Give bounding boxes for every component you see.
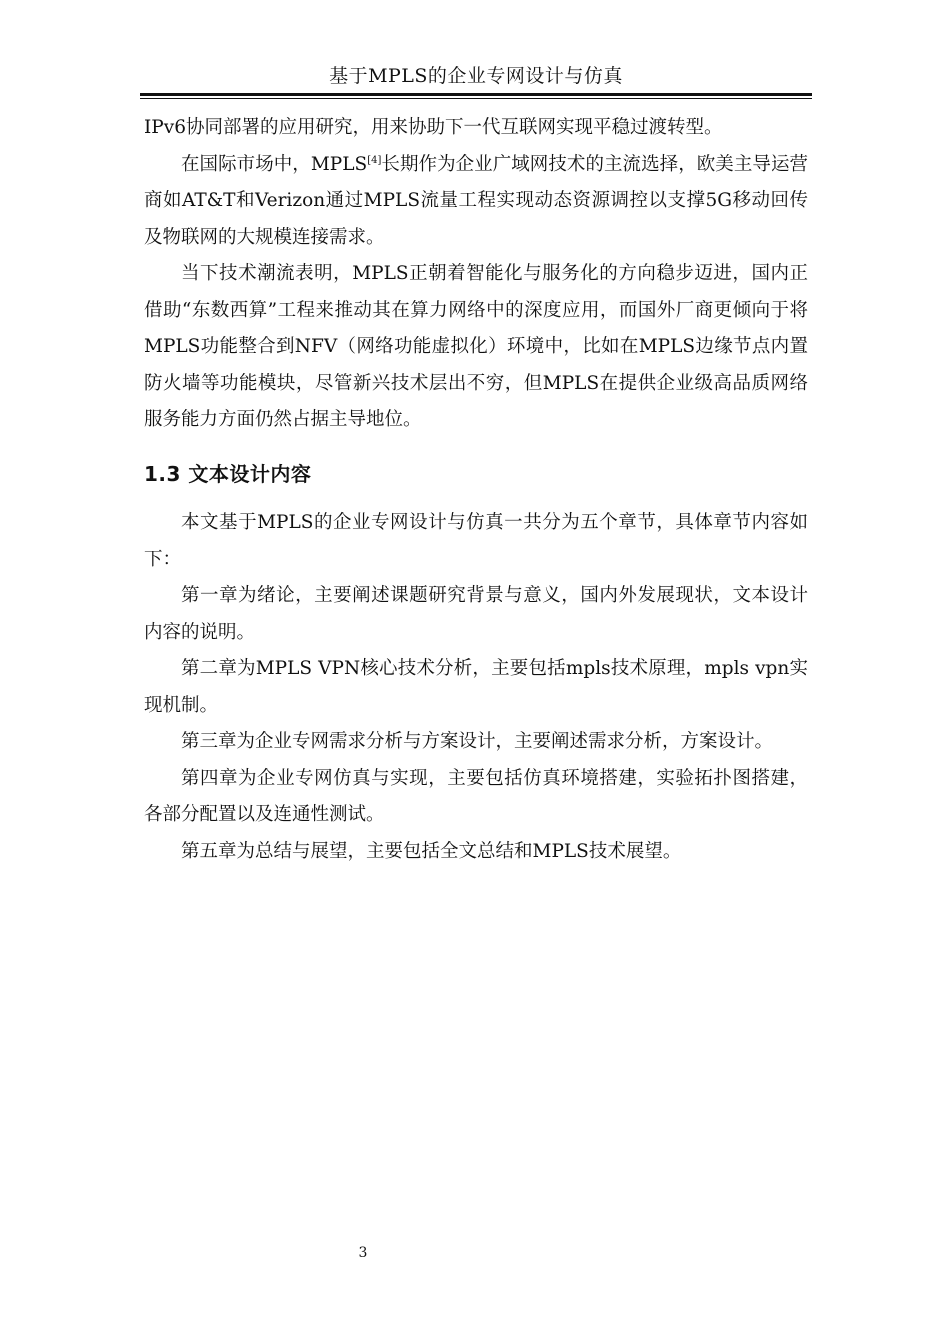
intro-paragraph-international xyxy=(144,147,808,257)
section-paragraph-chapter-4: 第四章为企业专网仿真与实现，主要包括仿真环境搭建，实验拓扑图搭建，各部分配置以及连通性测试。 xyxy=(144,767,808,825)
running-header-title: 基于MPLS的企业专网设计与仿真 xyxy=(329,65,623,87)
section-paragraph-chapter-1: 第一章为绪论，主要阐述课题研究背景与意义，国内外发展现状，文本设计内容的说明。 xyxy=(144,585,808,643)
section-heading: 1.3 文本设计内容 xyxy=(144,462,312,486)
intro-text-block xyxy=(144,110,808,439)
section-paragraph-chapter-2: 第二章为MPLS VPN核心技术分析，主要包括mpls技术原理，mpls vpn实现机制。 xyxy=(144,658,808,716)
section-paragraph-chapter-5: 第五章为总结与展望，主要包括全文总结和MPLS技术展望。 xyxy=(181,840,682,862)
intro-p1-text-before: 在国际市场中，MPLS xyxy=(181,153,368,175)
header-rule-thick xyxy=(140,93,812,96)
intro-paragraph-continuation: IPv6协同部署的应用研究，用来协助下一代互联网实现平稳过渡转型。 xyxy=(144,117,723,138)
header-rule-thin xyxy=(140,98,812,99)
citation-ref-4[interactable]: [4] xyxy=(367,154,382,166)
section-paragraph-chapter-3: 第三章为企业专网需求分析与方案设计，主要阐述需求分析，方案设计。 xyxy=(181,731,774,752)
intro-paragraph-trends: 当下技术潮流表明，MPLS正朝着智能化与服务化的方向稳步迈进，国内正借助“东数西算”工程来推动其在算力网络中的深度应用，而国外厂商更倾向于将MPLS功能整合到NFV（网络功能虚拟化）环境中，比如在MPLS边缘节点内置防火墙等功能模块，尽管新兴技术层出不穷，但MPLS在提供企业级高品质网络服务能力方面仍然占据主导地位。 xyxy=(144,263,808,430)
page-number: 3 xyxy=(358,1245,368,1261)
intro-p1-text-after: 长期作为企业广域网技术的主流选择，欧美主导运营商如AT&T和Verizon通过MPLS流量工程实现动态资源调控以支撑5G移动回传及物联网的大规模连接需求。 xyxy=(144,153,808,248)
section-text-block xyxy=(144,505,808,870)
section-paragraph-overview: 本文基于MPLS的企业专网设计与仿真一共分为五个章节，具体章节内容如下： xyxy=(144,512,808,570)
